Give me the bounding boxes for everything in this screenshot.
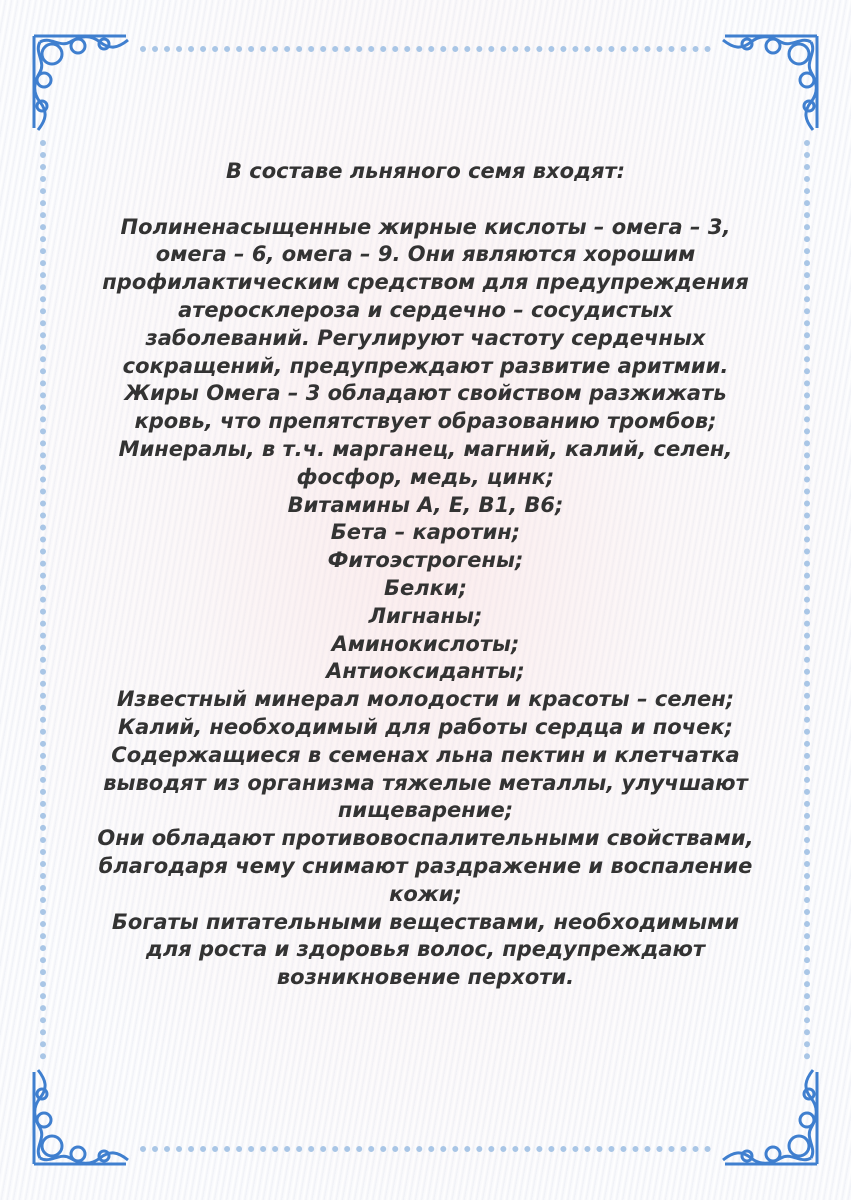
text-line: омега – 6, омега – 9. Они являются хорошим [155,242,696,267]
text-line: для роста и здоровья волос, предупреждают [145,937,706,962]
frame-border-top [140,46,711,52]
text-line: Фитоэстрогены; [327,548,524,573]
text-line: Витамины А, Е, В1, В6; [287,492,564,517]
text-line: атеросклероза и сердечно – сосудистых [178,297,673,322]
text-line: Богаты питательными веществами, необходимыми [111,909,740,934]
corner-ornament-icon [26,28,146,148]
document-body [60,158,791,992]
document-lines [60,214,791,992]
text-line: фосфор, медь, цинк; [296,464,555,489]
frame-border-left [40,140,46,1060]
text-line: пищеварение; [337,798,514,823]
corner-ornament-icon [26,1052,146,1172]
text-line: выводят из организма тяжелые металлы, улучшают [103,770,748,795]
text-line: заболеваний. Регулируют частоту сердечных [145,325,706,350]
text-line: Жиры Омега – 3 обладают свойством разжижать [124,381,727,406]
text-line: кожи; [389,881,462,906]
text-line: Содержащиеся в семенах льна пектин и клетчатка [111,742,740,767]
document-title: В составе льняного семя входят: [225,159,626,183]
text-line: Аминокислоты; [331,631,520,656]
text-line: профилактическим средством для предупреждения [102,270,749,295]
corner-ornament-icon [705,1052,825,1172]
text-line: Антиоксиданты; [326,659,525,684]
text-line: Они обладают противовоспалительными свойствами, [97,826,754,851]
text-line: Известный минерал молодости и красоты – селен; [116,687,735,712]
text-line: сокращений, предупреждают развитие аритмии. [122,353,729,378]
text-line: Калий, необходимый для работы сердца и почек; [117,714,733,739]
frame-border-bottom [140,1146,711,1152]
text-line: кровь, что препятствует образованию тромбов; [134,409,717,434]
corner-ornament-icon [705,28,825,148]
text-line: Лигнаны; [368,603,483,628]
frame-border-right [804,140,810,1060]
text-line: возникновение перхоти. [276,965,575,990]
text-line: Минералы, в т.ч. марганец, магний, калий, селен, [118,436,733,461]
text-line: Белки; [384,575,467,600]
text-line: Полиненасыщенные жирные кислоты – омега – 3, [120,214,731,239]
text-line: Бета – каротин; [330,520,521,545]
text-line: благодаря чему снимают раздражение и воспаление [98,853,753,878]
